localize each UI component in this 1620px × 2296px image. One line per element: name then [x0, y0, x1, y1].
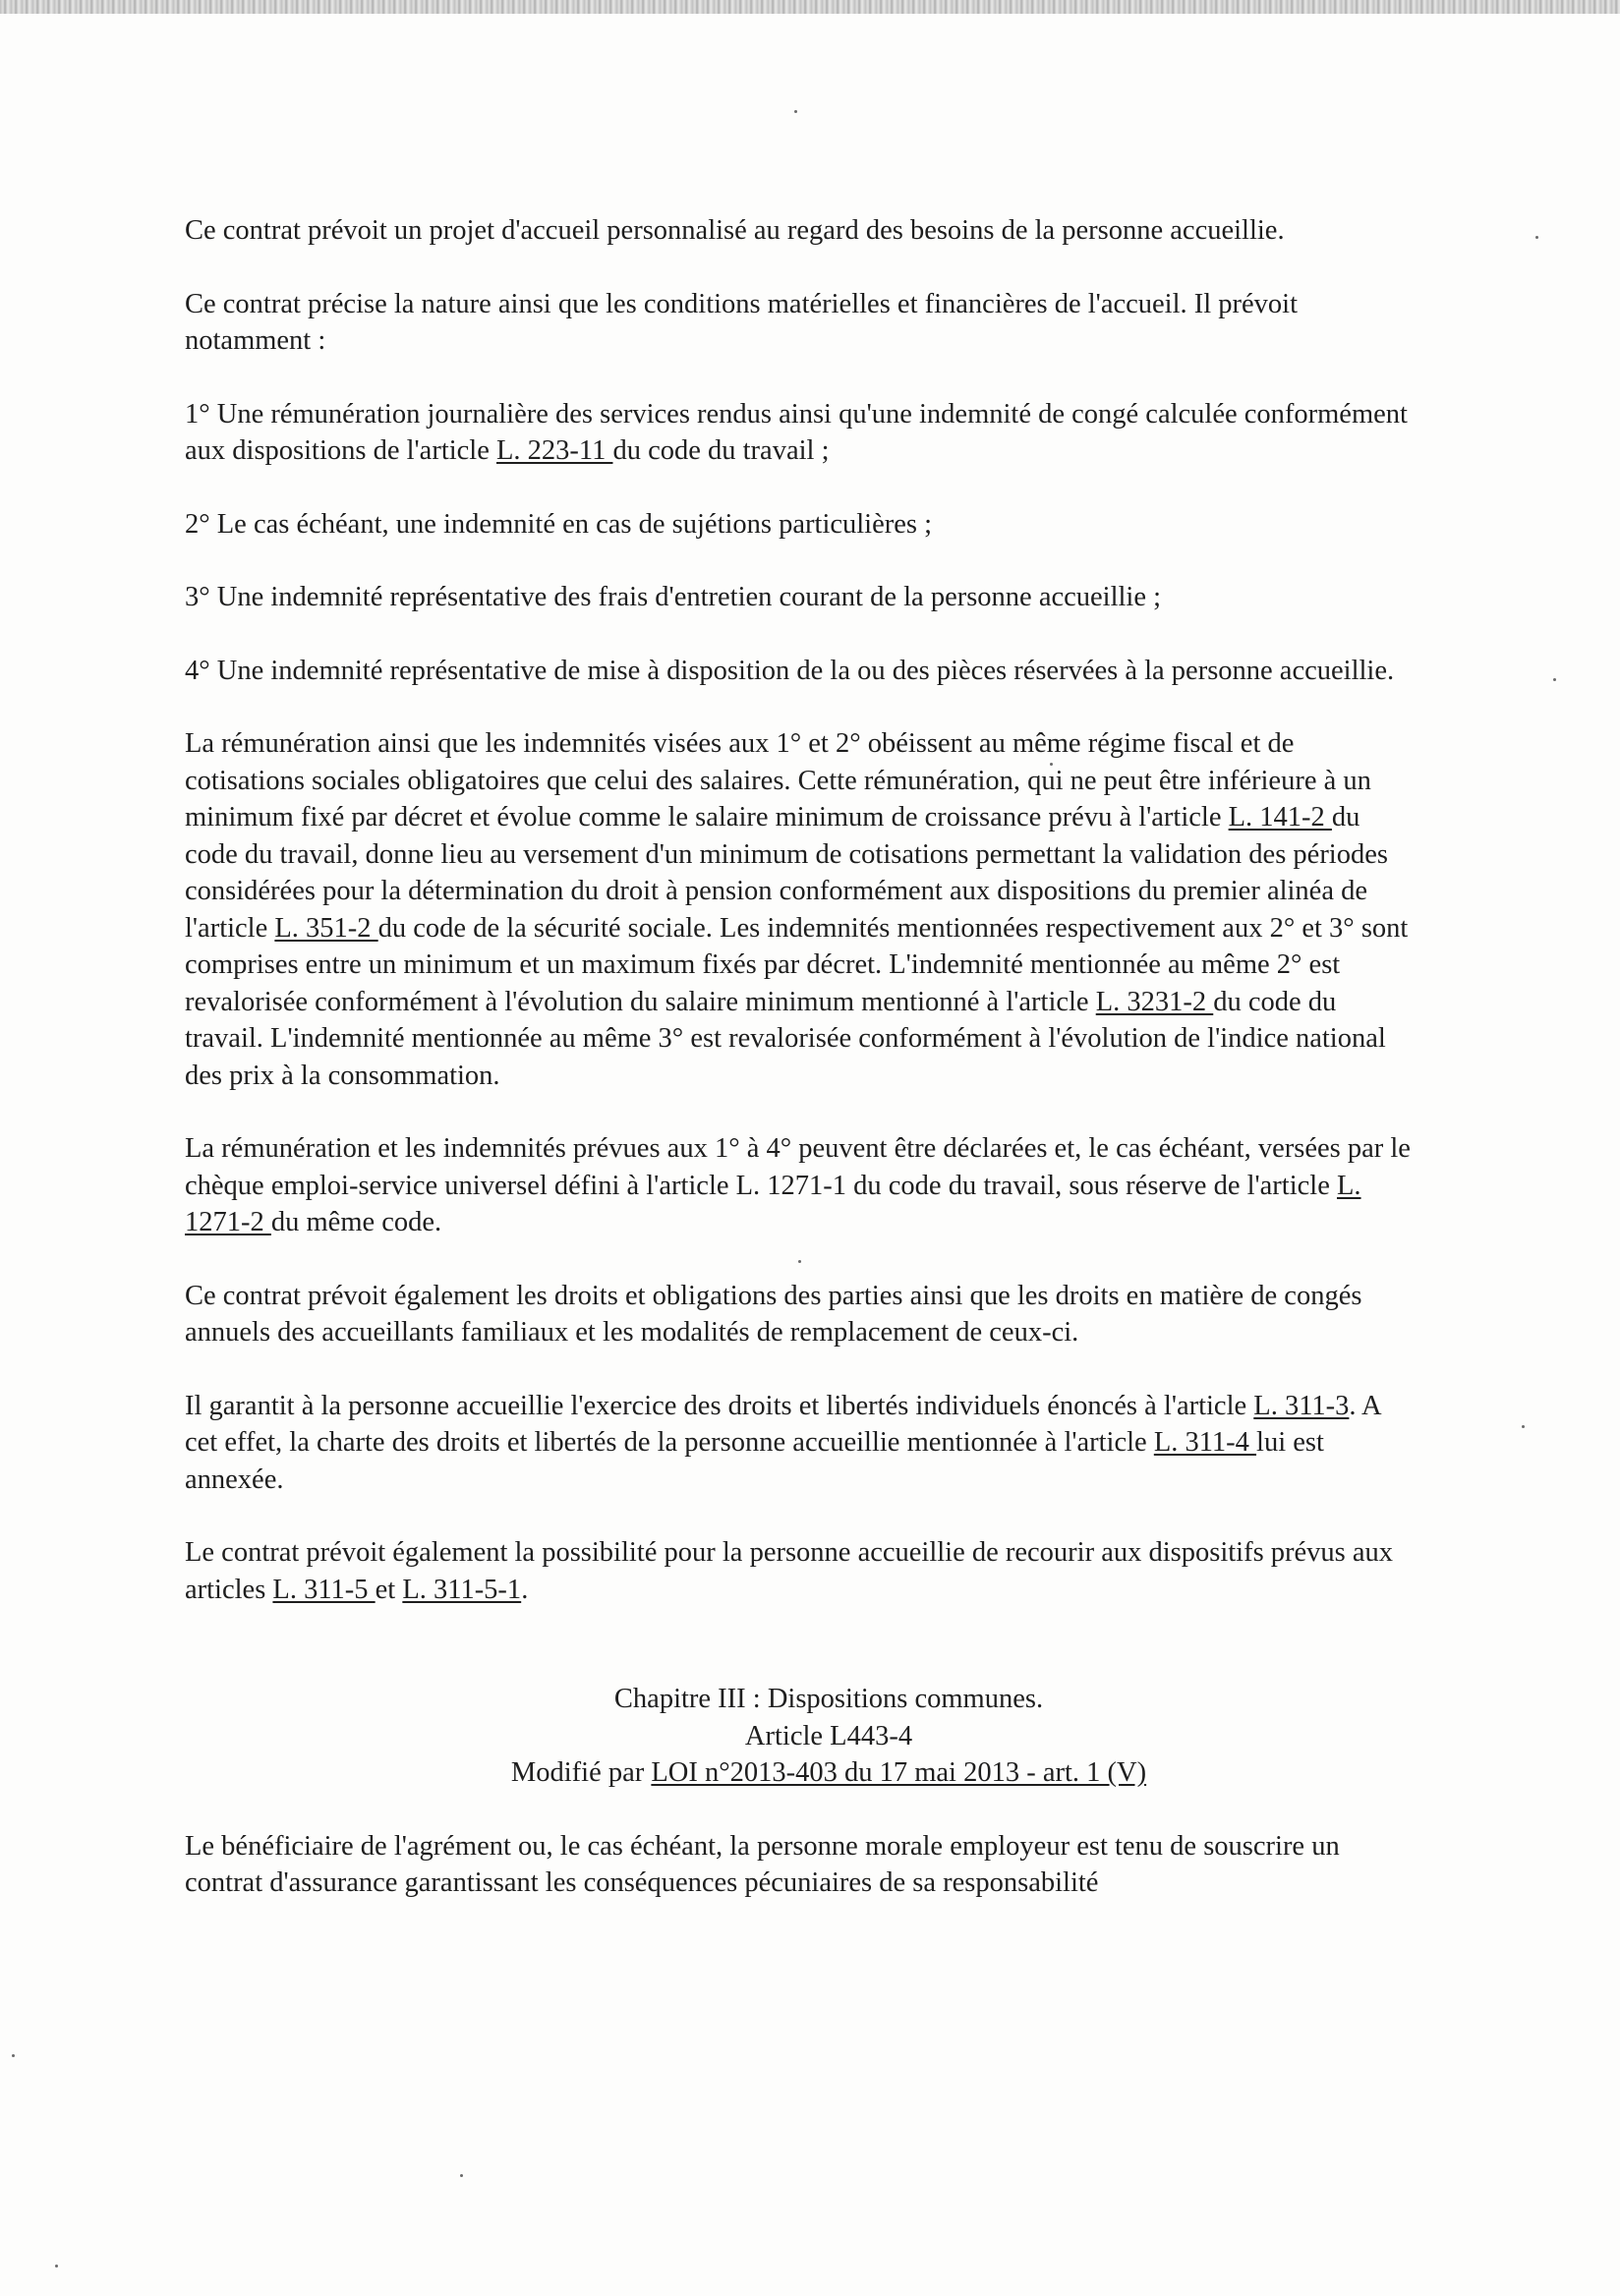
paragraph-item-4: 4° Une indemnité représentative de mise à disposition de la ou des pièces réservées à la personne accueillie. — [185, 655, 1395, 686]
text: lui est annexée. — [185, 1427, 1324, 1495]
scan-speck — [55, 2265, 58, 2267]
modification-line — [244, 1754, 1414, 1792]
paragraph-cheque-emploi — [185, 1130, 1414, 1241]
text: Le contrat prévoit également la possibilité pour la personne accueillie de recourir aux dispositifs prévus aux articles — [185, 1537, 1394, 1605]
paragraph-dispositifs — [185, 1534, 1414, 1608]
text: du code du travail ; — [612, 435, 830, 466]
link-l1271-2[interactable]: L. 1271-2 — [185, 1170, 1361, 1237]
text: . — [521, 1574, 529, 1605]
document-body — [185, 212, 1414, 1938]
chapter-title: Chapitre III : Dispositions communes. — [613, 1684, 1044, 1714]
paragraph-item-1 — [185, 396, 1414, 470]
paragraph-droits-libertes — [185, 1388, 1414, 1499]
scan-speck — [460, 2174, 463, 2177]
scan-top-edge — [0, 0, 1620, 14]
link-l311-5-1[interactable]: L. 311-5-1 — [402, 1574, 522, 1605]
text: La rémunération ainsi que les indemnités visées aux 1° et 2° obéissent au même régime fiscal et de cotisations sociales obligatoires que celui des salaires. Cette rémunération, qui ne peut être inférieure à un minimum fixé par décret et évolue comme le salaire minimum de croissance prévu à l'article — [185, 728, 1371, 832]
text: et — [375, 1574, 403, 1605]
paragraph-remuneration — [185, 725, 1414, 1094]
link-loi-2013-403[interactable]: LOI n°2013-403 du 17 mai 2013 - art. 1 (V) — [651, 1757, 1147, 1788]
scan-speck — [1522, 1425, 1525, 1428]
link-l351-2[interactable]: L. 351-2 — [274, 912, 378, 944]
paragraph-item-3: 3° Une indemnité représentative des frais d'entretien courant de la personne accueillie ; — [185, 582, 1162, 612]
article-title: Article L443-4 — [744, 1720, 913, 1751]
link-l141-2[interactable]: L. 141-2 — [1228, 802, 1332, 832]
paragraph-item-2: 2° Le cas échéant, une indemnité en cas de sujétions particulières ; — [185, 508, 933, 540]
scan-speck — [12, 2054, 15, 2057]
link-l223-11[interactable]: L. 223-11 — [496, 435, 613, 466]
text: . A cet effet, la charte des droits et libertés de la personne accueillie mentionnée à l'article — [185, 1390, 1381, 1458]
text: Il garantit à la personne accueillie l'exercice des droits et libertés individuels énoncés à l'article — [185, 1390, 1254, 1421]
link-l3231-2[interactable]: L. 3231-2 — [1095, 986, 1214, 1017]
scan-speck — [1535, 236, 1538, 239]
link-l311-5[interactable]: L. 311-5 — [272, 1574, 376, 1605]
text: du code du travail. L'indemnité mentionnée au même 3° est revalorisée conformément à l'évolution de l'indice national des prix à la consommation. — [185, 986, 1386, 1091]
text: 1° Une rémunération journalière des services rendus ainsi qu'une indemnité de congé calculée conformément aux dispositions de l'article — [185, 398, 1408, 466]
paragraph-assurance: Le bénéficiaire de l'agrément ou, le cas échéant, la personne morale employeur est tenu de souscrire un contrat d'assurance garantissant les conséquences pécuniaires de sa responsabilité — [185, 1830, 1340, 1898]
text: Modifié par — [510, 1757, 652, 1788]
scan-speck — [1553, 678, 1556, 681]
text: du code de la sécurité sociale. Les indemnités mentionnées respectivement aux 2° et 3° sont comprises entre un minimum et un maximum fixés par décret. L'indemnité mentionnée au même 2° est revalorisée conformément à l'évolution du salaire minimum mentionné à l'article — [185, 912, 1409, 1017]
link-l311-4[interactable]: L. 311-4 — [1153, 1427, 1257, 1458]
paragraph-nature-contrat: Ce contrat précise la nature ainsi que les conditions matérielles et financières de l'accueil. Il prévoit notamment : — [185, 288, 1299, 356]
link-l311-3[interactable]: L. 311-3 — [1253, 1390, 1350, 1421]
text: du même code. — [270, 1207, 442, 1237]
paragraph-droits-obligations: Ce contrat prévoit également les droits et obligations des parties ainsi que les droits en matière de congés annuels des accueillants familiaux et les modalités de remplacement de ceux-ci. — [185, 1280, 1362, 1348]
section-heading — [185, 1681, 1414, 1792]
text: du code du travail, donne lieu au versement d'un minimum de cotisations permettant la validation des périodes considérées pour la détermination du droit à pension conformément aux dispositions du premier alinéa de l'article — [185, 802, 1388, 944]
paragraph-projet-accueil: Ce contrat prévoit un projet d'accueil personnalisé au regard des besoins de la personne accueillie. — [185, 215, 1285, 246]
text: La rémunération et les indemnités prévues aux 1° à 4° peuvent être déclarées et, le cas échéant, versées par le chèque emploi-service universel défini à l'article L. 1271-1 du code du travail, sous réserve de l'article — [185, 1133, 1411, 1201]
scan-speck — [794, 110, 797, 113]
